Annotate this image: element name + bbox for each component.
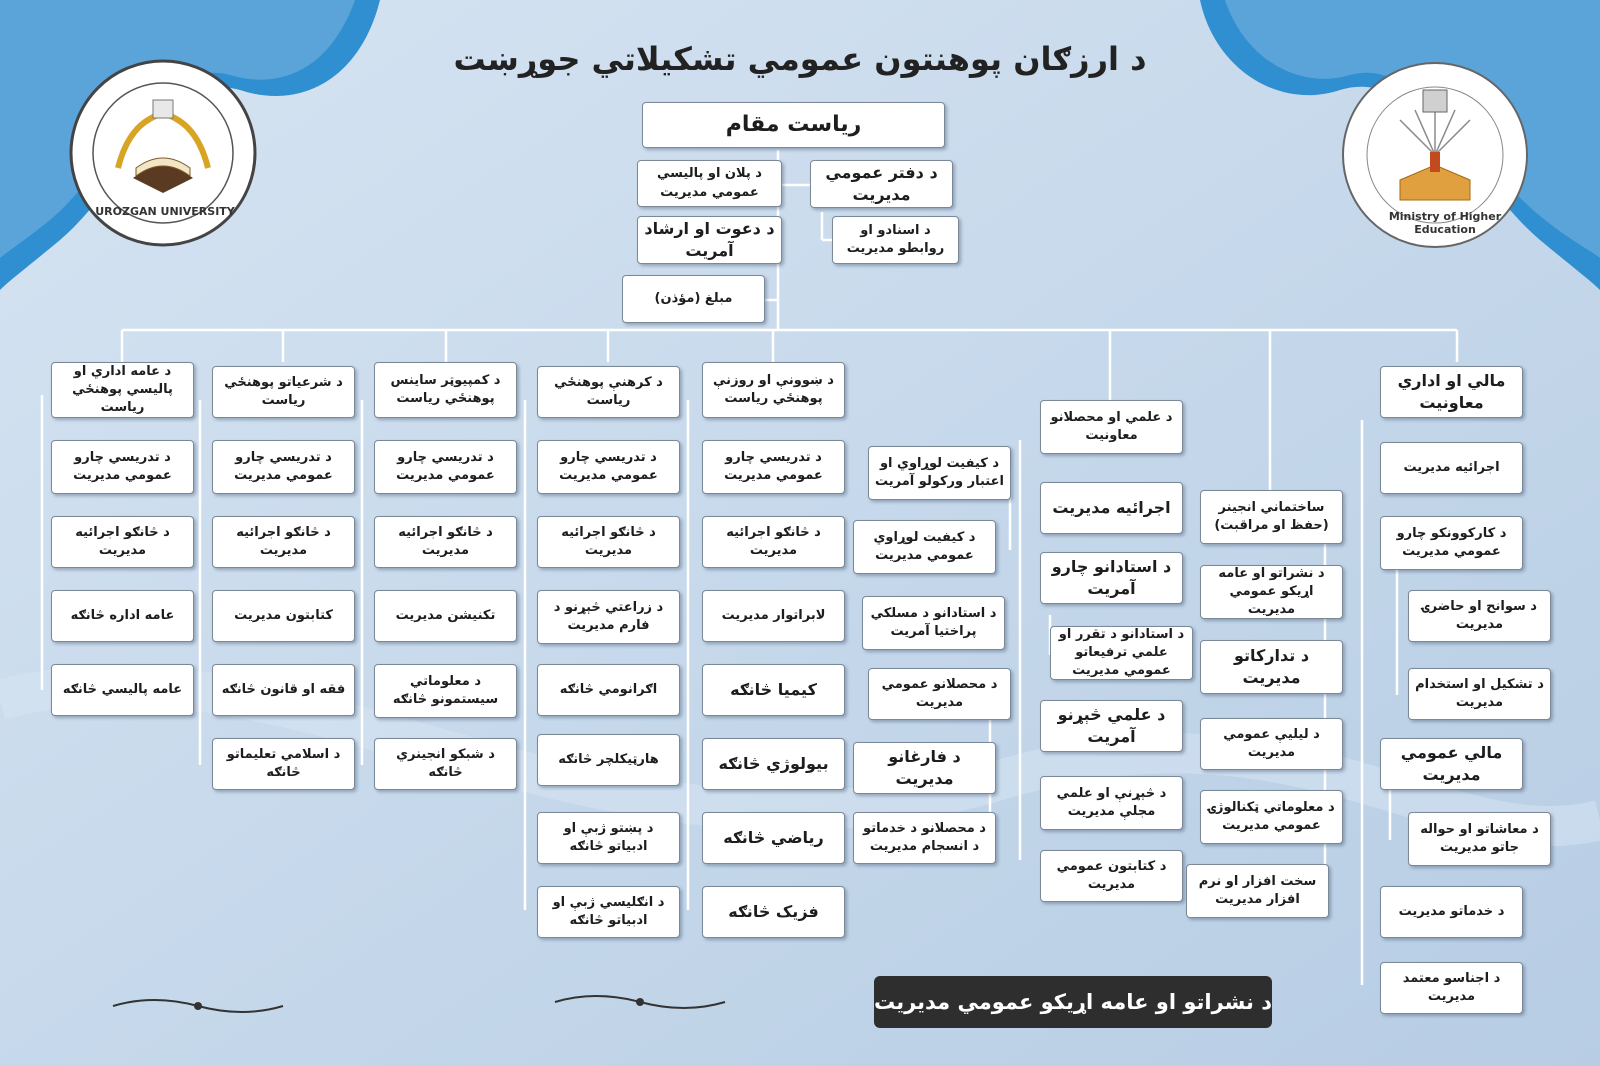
col8-box-3: د لیلیې عمومي مدیریت <box>1200 718 1343 770</box>
col1-box-2: د څانګو اجرائیه مدیریت <box>51 516 194 568</box>
urozgan-university-seal-icon <box>68 58 258 248</box>
col7-box-4: د علمي څېړنو آمریت <box>1040 700 1183 752</box>
col7-box-1: اجرائیه مدیریت <box>1040 482 1183 534</box>
col1-box-4: عامه پالیسي څانګه <box>51 664 194 716</box>
plan-policy-directorate: د پلان او پالیسي عمومي مدیریت <box>637 160 782 207</box>
col8-box-2: د تدارکاتو مدیریت <box>1200 640 1343 694</box>
col3-box-0: د کمپیوټر ساینس پوهنځي ریاست <box>374 362 517 418</box>
col9-box-0: مالي او اداري معاونیت <box>1380 366 1523 418</box>
col6-box-0: د کیفیت لوړاوي او اعتبار ورکولو آمریت <box>868 446 1011 500</box>
col7-box-6: د کتابتون عمومي مدیریت <box>1040 850 1183 902</box>
col9-box-1: اجرائیه مدیریت <box>1380 442 1523 494</box>
col7-box-0: د علمي او محصلانو معاونیت <box>1040 400 1183 454</box>
ornament-divider-icon <box>550 992 730 1012</box>
col2-box-4: فقه او قانون څانګه <box>212 664 355 716</box>
col5-box-3: لابراتوار مدیریت <box>702 590 845 642</box>
col8-box-1: د نشراتو او عامه اړیکو عمومي مدیریت <box>1200 565 1343 619</box>
col2-box-1: د تدریسي چارو عمومي مدیریت <box>212 440 355 494</box>
col4-box-5: هارټیکلچر څانګه <box>537 734 680 786</box>
col3-box-2: د څانګو اجرائیه مدیریت <box>374 516 517 568</box>
documents-relations-directorate: د اسنادو او روابطو مدیریت <box>832 216 959 264</box>
col9-box-5: مالي عمومي مدیریت <box>1380 738 1523 790</box>
col7-box-2: د استادانو چارو آمریت <box>1040 552 1183 604</box>
col2-box-0: د شرعیاتو پوهنځي ریاست <box>212 366 355 418</box>
col5-box-2: د څانګو اجرائیه مدیریت <box>702 516 845 568</box>
col5-box-6: ریاضي څانګه <box>702 812 845 864</box>
col3-box-5: د شبکو انجینري څانګه <box>374 738 517 790</box>
col8-box-4: د معلوماتي ټکنالوژۍ عمومي مدیریت <box>1200 790 1343 844</box>
col9-box-7: د خدماتو مدیریت <box>1380 886 1523 938</box>
mobaligh-position: مبلغ (مؤذن) <box>622 275 765 323</box>
col4-box-3: د زراعتي څېړنو د فارم مدیریت <box>537 590 680 644</box>
col1-box-1: د تدریسي چارو عمومي مدیریت <box>51 440 194 494</box>
col7-box-3: د استادانو د تقرر او علمي ترفیعاتو عمومي مدیریت <box>1050 626 1193 680</box>
col5-box-7: فزیک څانګه <box>702 886 845 938</box>
col6-box-1: د کیفیت لوړاوي عمومي مدیریت <box>853 520 996 574</box>
col7-box-5: د څېړنې او علمي مجلې مدیریت <box>1040 776 1183 830</box>
col8-box-0: ساختماني انجینر (حفظ او مراقبت) <box>1200 490 1343 544</box>
col4-box-7: د انګلیسي ژبې او ادبیاتو څانګه <box>537 886 680 938</box>
col6-box-5: د محصلانو د خدماتو د انسجام مدیریت <box>853 812 996 864</box>
col3-box-1: د تدریسي چارو عمومي مدیریت <box>374 440 517 494</box>
col9-box-3: د سوانح او حاضرۍ مدیریت <box>1408 590 1551 642</box>
col3-box-4: د معلوماتي سیستمونو څانګه <box>374 664 517 718</box>
col5-box-0: د ښوونې او روزنې پوهنځي ریاست <box>702 362 845 418</box>
col9-box-4: د تشکیل او استخدام مدیریت <box>1408 668 1551 720</box>
col5-box-1: د تدریسي چارو عمومي مدیریت <box>702 440 845 494</box>
presidency-office: ریاست مقام <box>642 102 945 148</box>
col4-box-6: د پښتو ژبې او ادبیاتو څانګه <box>537 812 680 864</box>
col9-box-8: د اجناسو معتمد مدیریت <box>1380 962 1523 1014</box>
col1-box-3: عامه اداره څانګه <box>51 590 194 642</box>
ornament-divider-icon <box>108 996 288 1016</box>
col9-box-6: د معاشاتو او حواله جاتو مدیریت <box>1408 812 1551 866</box>
col3-box-3: تکنیشن مدیریت <box>374 590 517 642</box>
col8-box-5: سخت افزار او نرم افزار مدیریت <box>1186 864 1329 918</box>
left-logo-caption: UROZGAN UNIVERSITY <box>95 205 235 218</box>
col4-box-2: د څانګو اجرائیه مدیریت <box>537 516 680 568</box>
right-logo-caption: Ministry of Higher Education <box>1388 210 1502 236</box>
col2-box-2: د څانګو اجرائیه مدیریت <box>212 516 355 568</box>
col9-box-2: د کارکوونکو چارو عمومي مدیریت <box>1380 516 1523 570</box>
col4-box-0: د کرهنې پوهنځي ریاست <box>537 366 680 418</box>
col1-box-0: د عامه اداري او پالیسي پوهنځي ریاست <box>51 362 194 418</box>
col6-box-2: د استادانو د مسلکي پراختیا آمریت <box>862 596 1005 650</box>
dawat-ershad-office: د دعوت او ارشاد آمریت <box>637 216 782 264</box>
col6-box-4: د فارغانو مدیریت <box>853 742 996 794</box>
col2-box-3: کتابتون مدیریت <box>212 590 355 642</box>
col6-box-3: د محصلانو عمومي مدیریت <box>868 668 1011 720</box>
footer-banner: د نشراتو او عامه اړیکو عمومي مدیریت <box>874 976 1272 1028</box>
col5-box-4: کیمیا څانګه <box>702 664 845 716</box>
col4-box-1: د تدریسي چارو عمومي مدیریت <box>537 440 680 494</box>
page-title: د ارزګان پوهنتون عمومي تشکیلاتي جوړښت <box>453 40 1147 78</box>
col2-box-5: د اسلامي تعلیماتو څانګه <box>212 738 355 790</box>
col5-box-5: بیولوژي څانګه <box>702 738 845 790</box>
office-directorate: د دفتر عمومي مدیریت <box>810 160 953 208</box>
col4-box-4: اګرانومي څانګه <box>537 664 680 716</box>
